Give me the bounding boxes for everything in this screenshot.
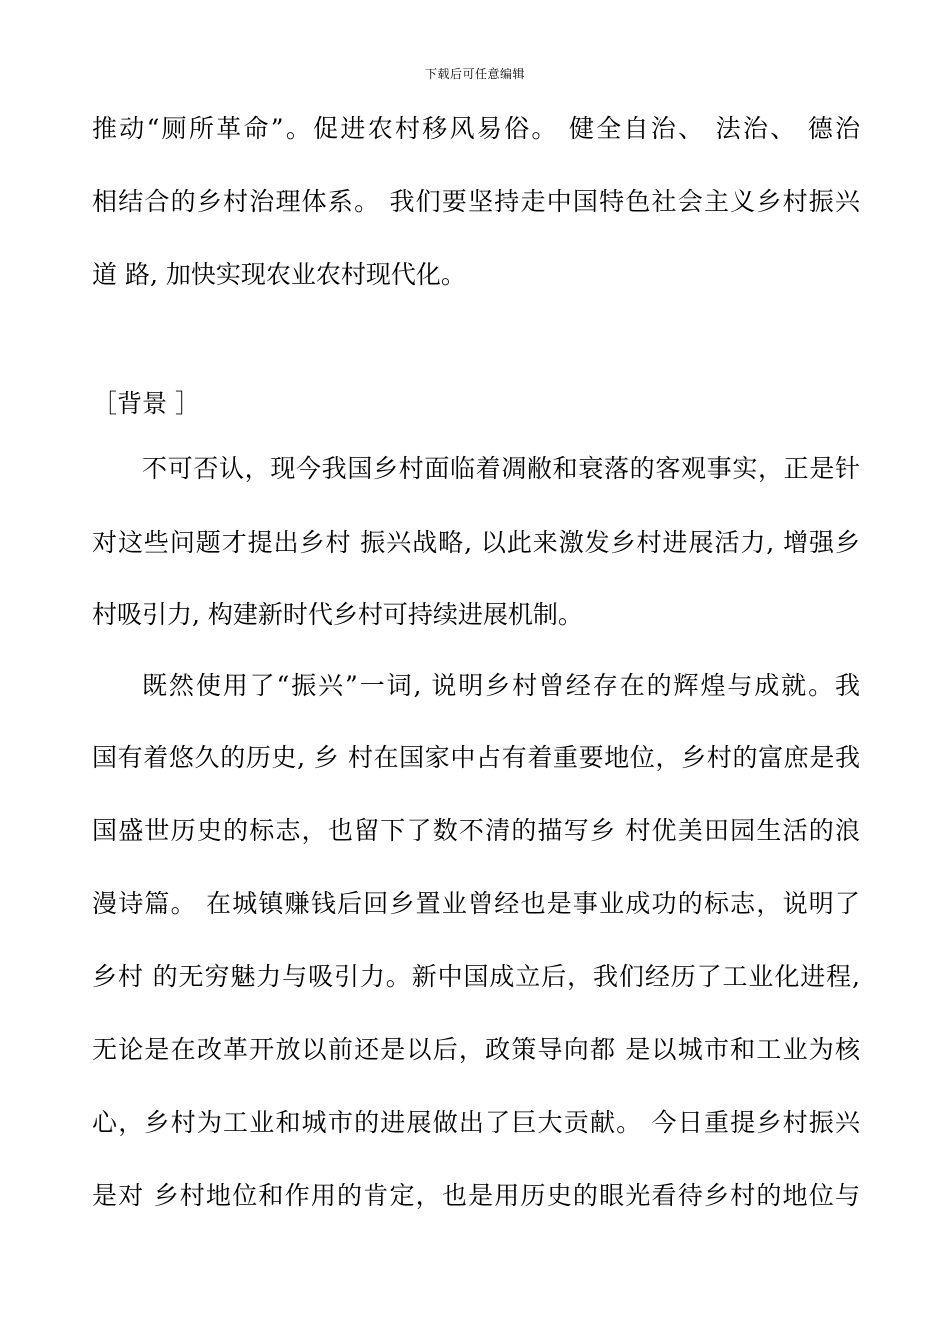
page-header: 下载后可任意编辑 [424,67,525,81]
text-line: 对这些问题才提出乡村 振兴战略, 以此来激发乡村进展活力, 增强乡 [92,528,860,557]
text-line: 是对 乡村地位和作用的肯定，也是用历史的眼光看待乡村的地位与 [92,1181,860,1210]
text-line: 心，乡村为工业和城市的进展做出了巨大贡献。 今日重提乡村振兴 [92,1108,860,1137]
section-heading-text: ［背景 ］ [92,389,200,418]
text-line: 漫诗篇。 在城镇赚钱后回乡置业曾经也是事业成功的标志，说明了 [92,889,860,918]
text-line: 村吸引力, 构建新时代乡村可持续进展机制。 [92,600,583,629]
text-line: 不可否认，现今我国乡村面临着凋敝和衰落的客观事实，正是针 [142,454,860,483]
text-line: 既然使用了“振兴”一词, 说明乡村曾经存在的辉煌与成就。我 [142,671,860,700]
text-line: 无论是在改革开放以前还是以后，政策导向都 是以城市和工业为核 [92,1035,860,1064]
text-line: 推动“厕所革命”。促进农村移风易俗。 健全自治、 法治、 德治 [92,114,860,143]
text-line: 相结合的乡村治理体系。 我们要坚持走中国特色社会主义乡村振兴 [92,187,860,216]
text-line: 乡村 的无穷魅力与吸引力。新中国成立后，我们经历了工业化进程, [92,962,860,991]
text-line: 道 路, 加快实现农业农村现代化。 [92,260,466,289]
text-line: 国盛世历史的标志，也留下了数不清的描写乡 村优美田园生活的浪 [92,816,860,845]
text-line: 国有着悠久的历史, 乡 村在国家中占有着重要地位，乡村的富庶是我 [92,743,860,772]
